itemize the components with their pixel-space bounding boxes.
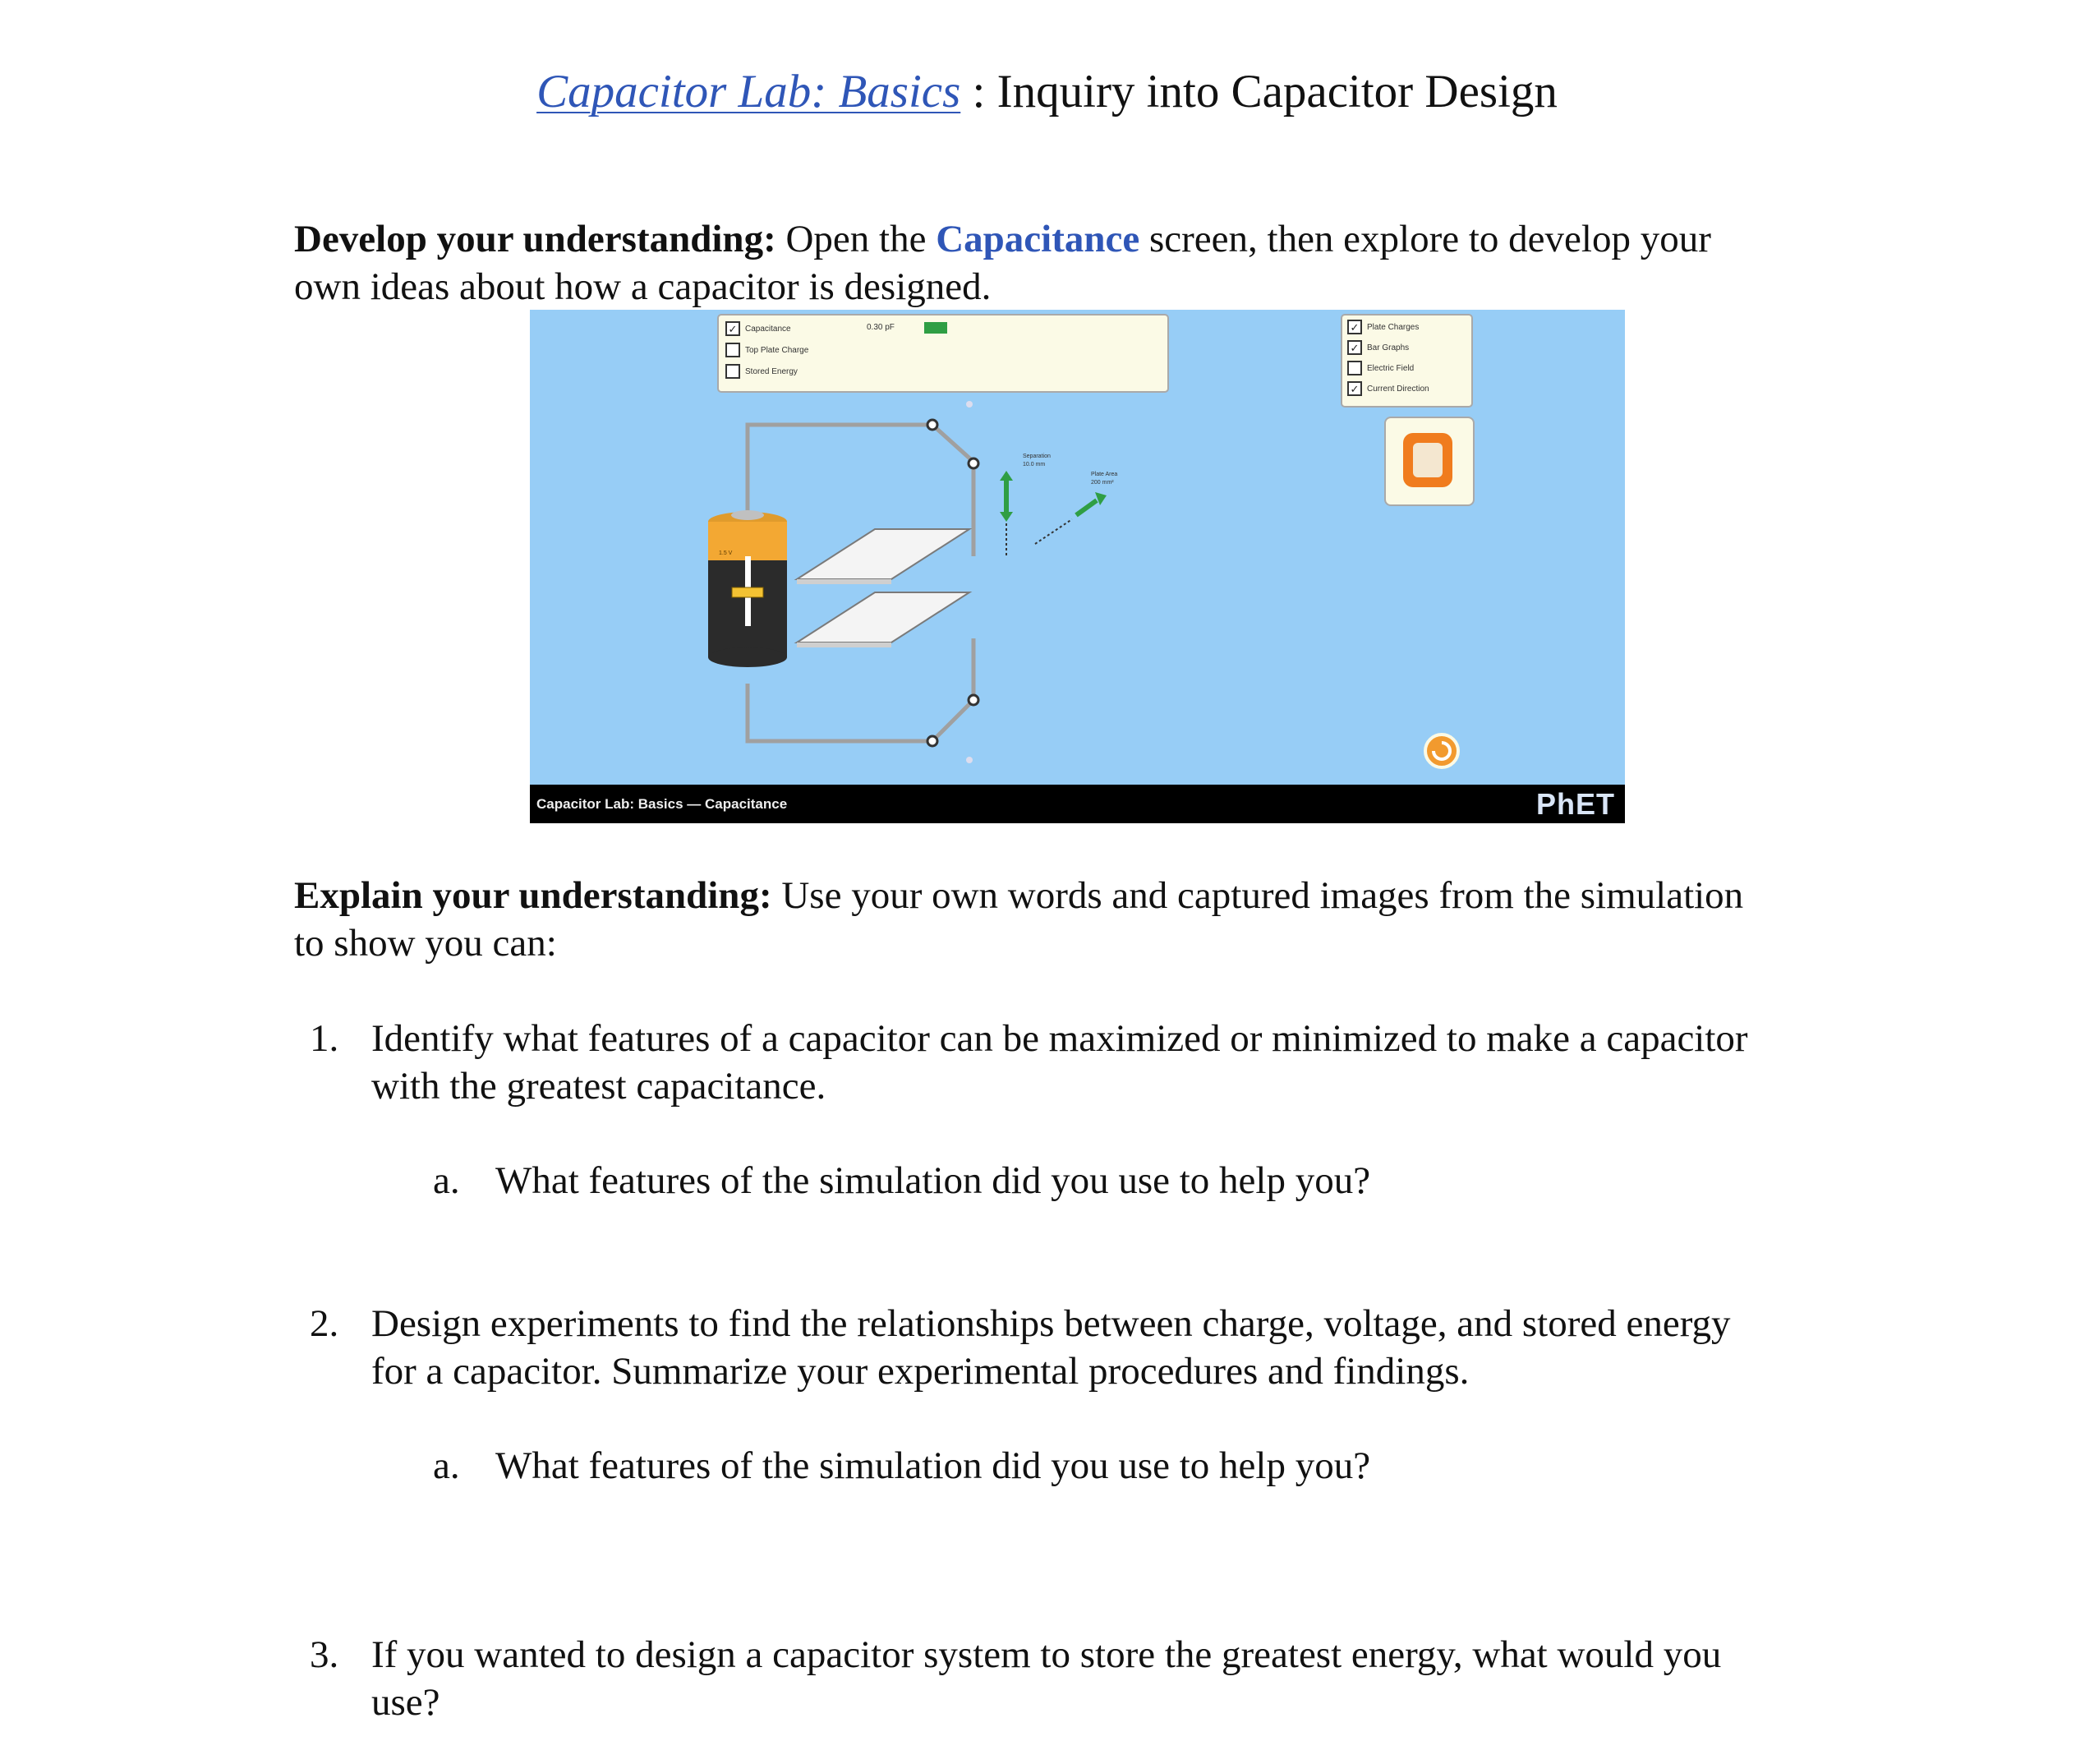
question-1a-text: What features of the simulation did you use to help you? [495,1159,1371,1202]
plate-area-guide [1035,519,1072,544]
question-2-text [371,1300,1850,1395]
explain-line-1 [294,872,1871,919]
question-2a-text: What features of the simulation did you use to help you? [495,1444,1371,1487]
checkbox-capacitance[interactable] [725,320,791,338]
capacitance-readout: 0.30 pF [867,323,895,332]
sim-footer-title: Capacitor Lab: Basics — Capacitance [536,796,788,812]
checkbox-stored-energy[interactable] [725,362,798,380]
title-link[interactable]: Capacitor Lab: Basics [536,66,961,117]
separation-arrow-head [1000,512,1013,522]
checkbox-top-plate-charge[interactable] [725,341,808,359]
voltmeter-toolbox[interactable] [1384,417,1475,506]
view-options-panel [1341,314,1473,408]
top-switch [932,425,973,462]
question-2-line-1: Design experiments to find the relationships between charge, voltage, and stored energy [371,1302,1731,1345]
explain-label: Explain your understanding: [294,874,772,917]
develop-after: screen, then explore to develop your [1139,218,1711,260]
checkbox-label: Stored Energy [745,366,798,376]
question-1a-letter: a. [433,1159,460,1202]
capacitance-screen-link: Capacitance [936,218,1140,260]
checkbox-box[interactable] [1347,361,1362,375]
checkbox-current-direction[interactable] [1347,380,1429,398]
bottom-plate [797,592,969,643]
explain-paragraph [294,872,1871,967]
battery-terminal [731,510,764,520]
measurement-panel [717,314,1169,393]
question-1-line-2: with the greatest capacitance. [371,1065,826,1108]
sim-footer [530,785,1625,823]
top-plate-edge [797,579,891,584]
switch-contact [969,695,978,705]
switch-contact [927,736,937,746]
question-1-text [371,1015,1850,1110]
switch-contact [927,420,937,430]
develop-label: Develop your understanding: [294,218,776,260]
battery-bottom [708,647,787,667]
title-separator: : [960,66,997,117]
checkbox-plate-charges[interactable] [1347,318,1419,336]
develop-line-2: own ideas about how a capacitor is designed. [294,265,992,308]
switch-contact [969,458,978,468]
bottom-wire [748,684,932,741]
phet-logo[interactable]: PhET [1535,787,1615,821]
question-2-line-2: for a capacitor. Summarize your experimental procedures and findings. [371,1350,1470,1393]
develop-paragraph [294,215,1871,311]
separation-value: 10.0 mm [1023,462,1046,467]
switch-contact [966,401,973,408]
question-1-line-1: Identify what features of a capacitor can be maximized or minimized to make a capacitor [371,1017,1748,1060]
checkbox-box[interactable] [725,343,740,357]
page-title [0,59,2094,125]
checkbox-bar-graphs[interactable] [1347,339,1409,357]
bottom-plate-edge [797,643,891,647]
checkbox-box[interactable]: ✓ [1347,320,1362,334]
checkbox-label: Top Plate Charge [745,345,809,355]
switch-contact [966,757,973,763]
checkbox-electric-field[interactable] [1347,359,1414,377]
develop-before: Open the [775,218,937,260]
checkbox-label: Bar Graphs [1367,343,1410,352]
battery-slider-knob [732,587,763,597]
develop-line-1 [294,215,1871,263]
capacitance-bar [924,322,947,334]
question-2-number: 2. [310,1302,339,1345]
question-3-line-1: If you wanted to design a capacitor system to store the greatest energy, what would you [371,1633,1722,1676]
question-3-line-2: use? [371,1681,440,1724]
separation-label: Separation [1023,454,1051,459]
plate-area-value: 200 mm² [1091,480,1114,486]
checkbox-box[interactable]: ✓ [725,321,740,336]
explain-line-2: to show you can: [294,922,557,965]
checkbox-box[interactable]: ✓ [1347,340,1362,355]
question-3-number: 3. [310,1633,339,1676]
question-1-number: 1. [310,1017,339,1060]
question-3-text [371,1631,1850,1726]
checkbox-label: Plate Charges [1367,322,1420,332]
checkbox-label: Current Direction [1367,384,1429,394]
separation-arrow-head [1000,471,1013,481]
checkbox-box[interactable]: ✓ [1347,381,1362,396]
checkbox-label: Capacitance [745,324,791,334]
question-2a-letter: a. [433,1444,460,1487]
plate-area-arrow [1076,500,1097,515]
reset-button-circle [1425,735,1458,767]
title-rest: Inquiry into Capacitor Design [996,66,1558,117]
checkbox-box[interactable] [725,364,740,379]
bottom-switch [932,700,973,741]
simulation-screenshot [530,310,1625,823]
plate-area-label: Plate Area [1091,472,1118,477]
checkbox-label: Electric Field [1367,363,1415,373]
battery-voltage: 1.5 V [719,550,733,556]
top-plate [797,529,969,579]
explain-rest: Use your own words and captured images from the simulation [771,874,1744,917]
